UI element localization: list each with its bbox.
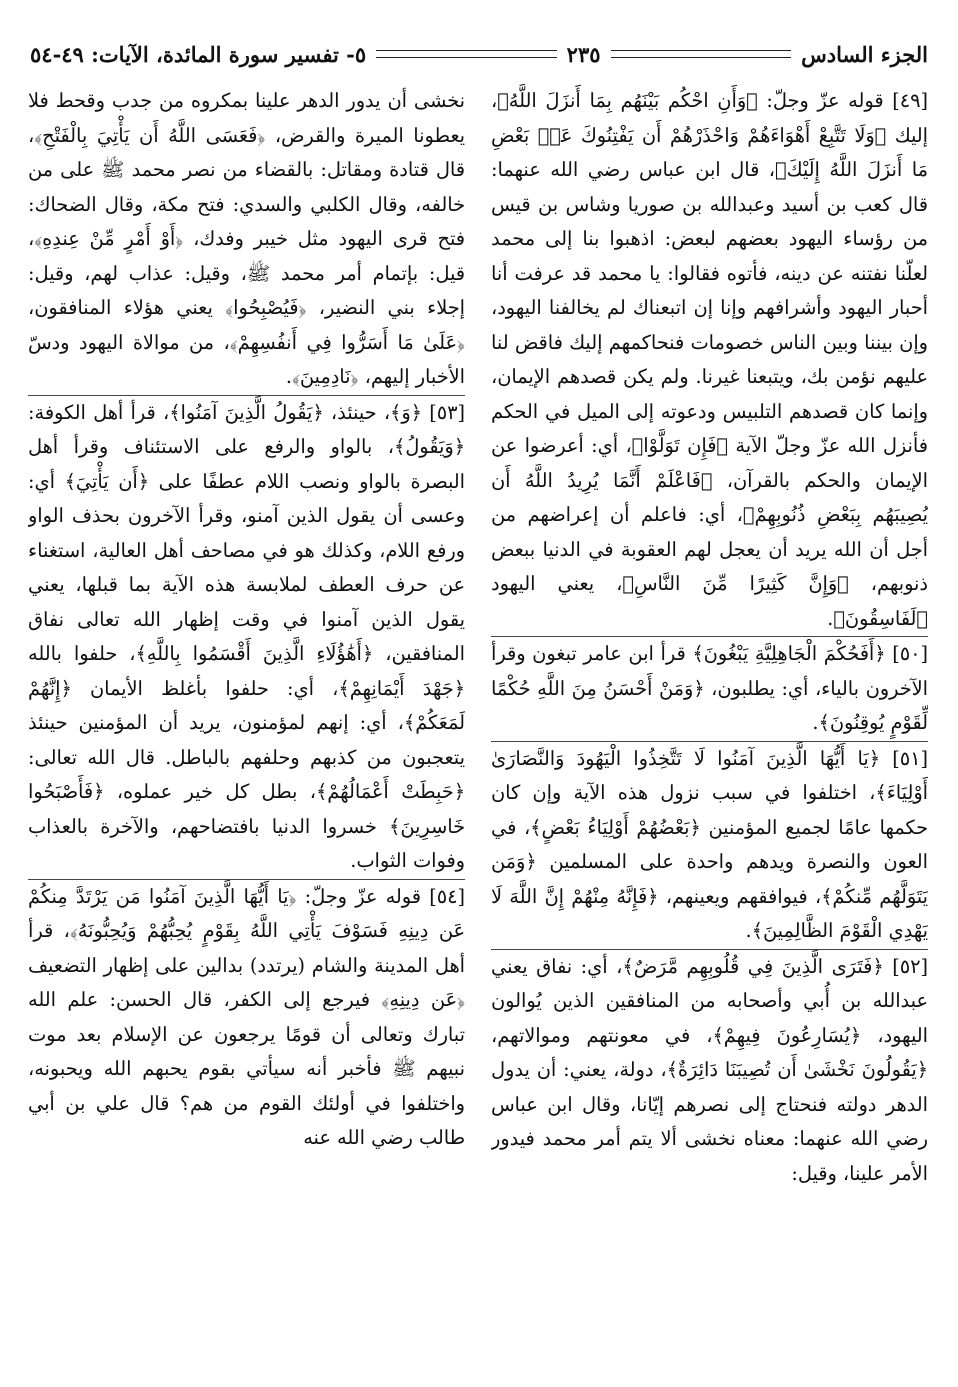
header-rule-right (611, 50, 792, 58)
paragraph-verse-52: [٥٢] ﴿فَتَرَى الَّذِينَ فِي قُلُوبِهِم مَّرَضٌ﴾، أي: نفاق يعني عبدالله بن أُبي وأصحابه من المنافقين الذين يُوالون اليهود، ﴿يُسَارِعُونَ فِيهِمْ﴾، في معونتهم وموالاتهم، ﴿يَقُولُونَ نَخْشَىٰ أَن تُصِيبَنَا دَائِرَةٌ﴾، دولة، يعني: أن يدول الدهر دولته فنحتاج إلى نصرهم إيّانا، وقال ابن عباس رضي الله عنهما: معناه نخشى ألا يتم أمر محمد فيدور الأمر علينا، وقيل: (491, 954, 928, 1185)
left-column (28, 84, 465, 1375)
header-part-title: الجزء السادس (801, 41, 928, 67)
paragraph-verse-54: [٥٤] قوله عزّ وجلّ: ﴿يَا أَيُّهَا الَّذِينَ آمَنُوا مَن يَرْتَدَّ مِنكُمْ عَن دِينِهِ فَسَوْفَ يَأْتِي اللَّهُ بِقَوْمٍ يُحِبُّهُمْ وَيُحِبُّونَهُ﴾، قرأ أهل المدينة والشام (يرتدد) بدالين على إظهار التضعيف ﴿عَن دِينِهِ﴾ فيرجع إلى الكفر، قال الحسن: علم الله تبارك وتعالى أن قومًا يرجعون عن الإسلام بعد موت نبيهم ﷺ فأخبر أنه سيأتي بقوم يحبهم الله ويحبونه، واختلفوا في أولئك القوم من هم؟ قال علي بن أبي طالب رضي الله عنه (28, 884, 465, 1149)
text-columns (28, 84, 928, 1375)
paragraph-verse-49: [٤٩] قوله عزّ وجلّ: ﴿وَأَنِ احْكُم بَيْنَهُم بِمَا أَنزَلَ اللَّهُ﴾، إليك ﴿وَلَا تَتَّبِعْ أَهْوَاءَهُمْ وَاحْذَرْهُمْ أَن يَفْتِنُوكَ عَنۢ بَعْضِ مَا أَنزَلَ اللَّهُ إِلَيْكَ﴾، قال ابن عباس رضي الله عنهما: قال كعب بن أسيد وعبدالله بن صوريا وشاس بن قيس من رؤساء اليهود بعضهم لبعض: اذهبوا بنا إلى محمد لعلّنا نفتنه عن دينه، فأتوه فقالوا: يا محمد قد عرفت أنا أحبار اليهود وأشرافهم وإنا إن اتبعناك لم يخالفنا اليهود، وإن بيننا وبين الناس خصومات فنحاكمهم إليك فاقض لنا عليهم نؤمن بك، ويتبعنا غيرنا. ولم يكن قصدهم الإيمان، وإنما كان قصدهم التلبيس ودعوته إلى الميل في الحكم فأنزل الله عزّ وجلّ الآية ﴿فَإِن تَوَلَّوْا﴾، أي: أعرضوا عن الإيمان والحكم بالقرآن، ﴿فَاعْلَمْ أَنَّمَا يُرِيدُ اللَّهُ أَن يُصِيبَهُم بِبَعْضِ ذُنُوبِهِمْ﴾، أي: فاعلم أن إعراضهم من أجل أن الله يريد أن يعجل لهم العقوبة في الدنيا ببعض ذنوبهم، ﴿وَإِنَّ كَثِيرًا مِّنَ النَّاسِ﴾، يعني اليهود ﴿لَفَاسِقُونَ﴾. (491, 89, 928, 630)
paragraph-verse-53: [٥٣] ﴿وَ﴾، حينئذ، ﴿يَقُولُ الَّذِينَ آمَنُوا﴾، قرأ أهل الكوفة: ﴿وَيَقُولُ﴾، بالواو والرفع على الاستئناف وقرأ أهل البصرة بالواو ونصب اللام عطفًا على ﴿أَن يَأْتِيَ﴾ أي: وعسى أن يقول الذين آمنو، وقرأ الآخرون بحذف الواو ورفع اللام، وكذلك هو في مصاحف أهل العالية، استغناء عن حرف العطف لملابسة هذه الآية بما قبلها، يعني يقول الذين آمنوا في وقت إظهار الله تعالى نفاق المنافقين، ﴿أَهَٰؤُلَاءِ الَّذِينَ أَقْسَمُوا بِاللَّهِ﴾، حلفوا بالله ﴿جَهْدَ أَيْمَانِهِمْ﴾، أي: حلفوا بأغلظ الأيمان ﴿إِنَّهُمْ لَمَعَكُمْ﴾، أي: إنهم لمؤمنون، يريد أن المؤمنين حينئذ يتعجبون من كذبهم وحلفهم بالباطل. قال الله تعالى: ﴿حَبِطَتْ أَعْمَالُهُمْ﴾، بطل كل خير عملوه، ﴿فَأَصْبَحُوا خَاسِرِينَ﴾ خسروا الدنيا بافتضاحهم، والآخرة بالعذاب وفوات الثواب. (28, 400, 465, 872)
page-number: ٢٣٥ (566, 41, 601, 67)
page-header (30, 36, 928, 72)
paragraph-verse-50: [٥٠] ﴿أَفَحُكْمَ الْجَاهِلِيَّةِ يَبْغُونَ﴾ قرأ ابن عامر تبغون وقرأ الآخرون بالياء، أي: يطلبون، ﴿وَمَنْ أَحْسَنُ مِنَ اللَّهِ حُكْمًا لِّقَوْمٍ يُوقِنُونَ﴾. (491, 642, 928, 734)
header-rule-left (376, 50, 557, 58)
right-column (491, 84, 928, 1375)
paragraph-continuation: نخشى أن يدور الدهر علينا بمكروه من جدب وقحط فلا يعطونا الميرة والقرض، ﴿فَعَسَى اللَّهُ أَن يَأْتِيَ بِالْفَتْحِ﴾، قال قتادة ومقاتل: بالقضاء من نصر محمد ﷺ على من خالفه، وقال الكلبي والسدي: فتح مكة، وقال الضحاك: فتح قرى اليهود مثل خيبر وفدك، ﴿أَوْ أَمْرٍ مِّنْ عِندِهِ﴾، قيل: بإتمام أمر محمد ﷺ، وقيل: عذاب لهم، وقيل: إجلاء بني النضير، ﴿فَيُصْبِحُوا﴾ يعني هؤلاء المنافقون، ﴿عَلَىٰ مَا أَسَرُّوا فِي أَنفُسِهِمْ﴾، من موالاة اليهود ودسّ الأخبار إليهم، ﴿نَادِمِينَ﴾. (28, 89, 465, 388)
paragraph-verse-51: [٥١] ﴿يَا أَيُّهَا الَّذِينَ آمَنُوا لَا تَتَّخِذُوا الْيَهُودَ وَالنَّصَارَىٰ أَوْلِيَاءَ﴾، اختلفوا في سبب نزول هذه الآية وإن كان حكمها عامًا لجميع المؤمنين ﴿بَعْضُهُمْ أَوْلِيَاءُ بَعْضٍ﴾، في العون والنصرة ويدهم واحدة على المسلمين ﴿وَمَن يَتَوَلَّهُم مِّنكُمْ﴾، فيوافقهم ويعينهم، ﴿فَإِنَّهُ مِنْهُمْ إِنَّ اللَّهَ لَا يَهْدِي الْقَوْمَ الظَّالِمِينَ﴾. (491, 746, 928, 942)
header-section-title: ٥- تفسير سورة المائدة، الآيات: ٤٩-٥٤ (30, 41, 367, 67)
